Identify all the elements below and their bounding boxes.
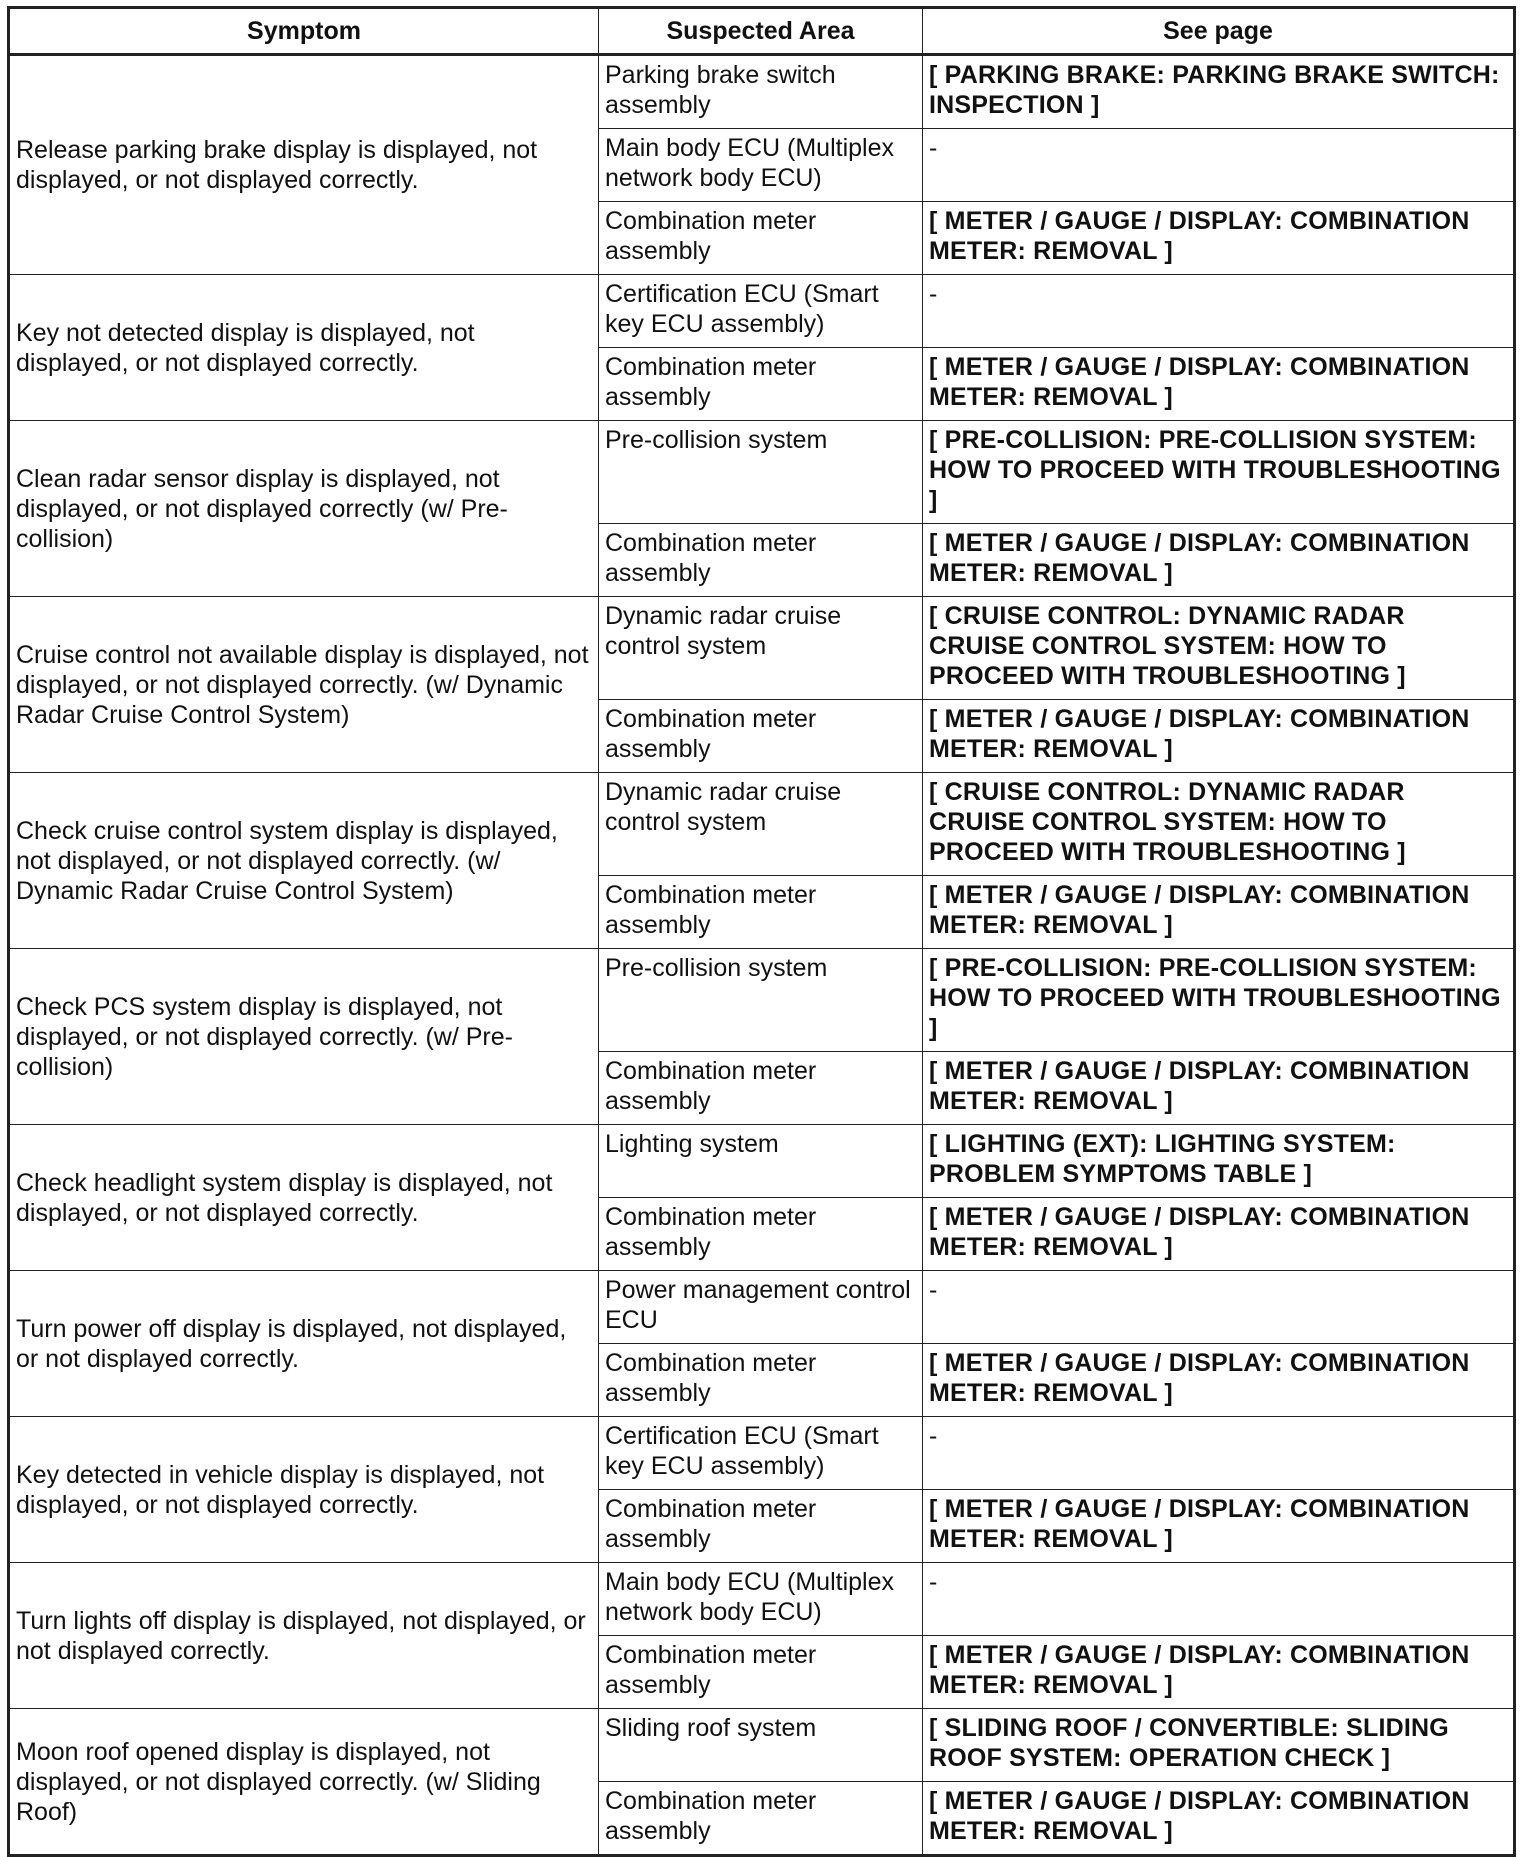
- see-page-cell: -: [923, 1563, 1515, 1636]
- see-page-link[interactable]: [ PRE-COLLISION: PRE-COLLISION SYSTEM: HOW TO PROCEED WITH TROUBLESHOOTING ]: [923, 421, 1515, 524]
- suspected-area-cell: Pre-collision system: [599, 949, 923, 1052]
- see-page-cell: -: [923, 1417, 1515, 1490]
- table-header: [9, 8, 1515, 55]
- see-page-link[interactable]: [ METER / GAUGE / DISPLAY: COMBINATION METER: REMOVAL ]: [923, 1636, 1515, 1709]
- see-page-link[interactable]: [ METER / GAUGE / DISPLAY: COMBINATION METER: REMOVAL ]: [923, 524, 1515, 597]
- table-row: [9, 1709, 1515, 1782]
- table-row: [9, 597, 1515, 700]
- suspected-area-cell: Combination meter assembly: [599, 1782, 923, 1856]
- suspected-area-cell: Combination meter assembly: [599, 1344, 923, 1417]
- symptom-cell: Check PCS system display is displayed, not displayed, or not displayed correctly. (w/ Pre-collision): [9, 949, 599, 1125]
- symptom-cell: Check headlight system display is displayed, not displayed, or not displayed correctly.: [9, 1125, 599, 1271]
- see-page-link[interactable]: [ METER / GAUGE / DISPLAY: COMBINATION METER: REMOVAL ]: [923, 1490, 1515, 1563]
- table-row: [9, 55, 1515, 129]
- symptom-cell: Clean radar sensor display is displayed, not displayed, or not displayed correctly (w/ Pre-collision): [9, 421, 599, 597]
- see-page-link[interactable]: [ CRUISE CONTROL: DYNAMIC RADAR CRUISE CONTROL SYSTEM: HOW TO PROCEED WITH TROUBLESHOOTING ]: [923, 773, 1515, 876]
- see-page-link[interactable]: [ CRUISE CONTROL: DYNAMIC RADAR CRUISE CONTROL SYSTEM: HOW TO PROCEED WITH TROUBLESHOOTING ]: [923, 597, 1515, 700]
- suspected-area-cell: Combination meter assembly: [599, 348, 923, 421]
- see-page-cell: -: [923, 1271, 1515, 1344]
- suspected-area-cell: Combination meter assembly: [599, 1636, 923, 1709]
- see-page-link[interactable]: [ METER / GAUGE / DISPLAY: COMBINATION METER: REMOVAL ]: [923, 876, 1515, 949]
- suspected-area-cell: Dynamic radar cruise control system: [599, 597, 923, 700]
- table-row: [9, 1417, 1515, 1490]
- suspected-area-cell: Lighting system: [599, 1125, 923, 1198]
- suspected-area-cell: Combination meter assembly: [599, 1490, 923, 1563]
- suspected-area-cell: Combination meter assembly: [599, 1052, 923, 1125]
- table-row: [9, 275, 1515, 348]
- table-row: [9, 773, 1515, 876]
- suspected-area-cell: Certification ECU (Smart key ECU assembly): [599, 1417, 923, 1490]
- suspected-area-cell: Certification ECU (Smart key ECU assembly): [599, 275, 923, 348]
- suspected-area-cell: Pre-collision system: [599, 421, 923, 524]
- table-row: [9, 1125, 1515, 1198]
- see-page-link[interactable]: [ METER / GAUGE / DISPLAY: COMBINATION METER: REMOVAL ]: [923, 348, 1515, 421]
- suspected-area-cell: Combination meter assembly: [599, 1198, 923, 1271]
- suspected-area-cell: Sliding roof system: [599, 1709, 923, 1782]
- symptom-cell: Cruise control not available display is displayed, not displayed, or not displayed correctly. (w/ Dynamic Radar Cruise Control System): [9, 597, 599, 773]
- suspected-area-cell: Main body ECU (Multiplex network body ECU): [599, 1563, 923, 1636]
- see-page-link[interactable]: [ SLIDING ROOF / CONVERTIBLE: SLIDING ROOF SYSTEM: OPERATION CHECK ]: [923, 1709, 1515, 1782]
- problem-symptoms-table-container: [7, 6, 1513, 1857]
- suspected-area-cell: Power management control ECU: [599, 1271, 923, 1344]
- suspected-area-cell: Combination meter assembly: [599, 524, 923, 597]
- see-page-link[interactable]: [ METER / GAUGE / DISPLAY: COMBINATION METER: REMOVAL ]: [923, 1052, 1515, 1125]
- symptom-cell: Key detected in vehicle display is displayed, not displayed, or not displayed correctly.: [9, 1417, 599, 1563]
- see-page-link[interactable]: [ METER / GAUGE / DISPLAY: COMBINATION METER: REMOVAL ]: [923, 1198, 1515, 1271]
- see-page-link[interactable]: [ METER / GAUGE / DISPLAY: COMBINATION METER: REMOVAL ]: [923, 1782, 1515, 1856]
- see-page-link[interactable]: [ METER / GAUGE / DISPLAY: COMBINATION METER: REMOVAL ]: [923, 700, 1515, 773]
- suspected-area-cell: Combination meter assembly: [599, 876, 923, 949]
- see-page-cell: -: [923, 129, 1515, 202]
- suspected-area-cell: Dynamic radar cruise control system: [599, 773, 923, 876]
- symptom-cell: Turn power off display is displayed, not displayed, or not displayed correctly.: [9, 1271, 599, 1417]
- see-page-cell: -: [923, 275, 1515, 348]
- table-row: [9, 1563, 1515, 1636]
- symptom-cell: Key not detected display is displayed, not displayed, or not displayed correctly.: [9, 275, 599, 421]
- header-see-page: See page: [923, 8, 1515, 55]
- header-row: [9, 8, 1515, 55]
- header-suspected-area: Suspected Area: [599, 8, 923, 55]
- table-row: [9, 949, 1515, 1052]
- table-row: [9, 1271, 1515, 1344]
- header-symptom: Symptom: [9, 8, 599, 55]
- symptom-cell: Release parking brake display is displayed, not displayed, or not displayed correctly.: [9, 55, 599, 275]
- table-body: [9, 55, 1515, 1856]
- suspected-area-cell: Combination meter assembly: [599, 202, 923, 275]
- symptom-cell: Check cruise control system display is displayed, not displayed, or not displayed correctly. (w/ Dynamic Radar Cruise Control System): [9, 773, 599, 949]
- see-page-link[interactable]: [ PARKING BRAKE: PARKING BRAKE SWITCH: INSPECTION ]: [923, 55, 1515, 129]
- symptom-cell: Moon roof opened display is displayed, not displayed, or not displayed correctly. (w/ Sliding Roof): [9, 1709, 599, 1856]
- suspected-area-cell: Combination meter assembly: [599, 700, 923, 773]
- see-page-link[interactable]: [ METER / GAUGE / DISPLAY: COMBINATION METER: REMOVAL ]: [923, 1344, 1515, 1417]
- table-row: [9, 421, 1515, 524]
- problem-symptoms-table: [7, 6, 1516, 1857]
- suspected-area-cell: Main body ECU (Multiplex network body ECU): [599, 129, 923, 202]
- symptom-cell: Turn lights off display is displayed, not displayed, or not displayed correctly.: [9, 1563, 599, 1709]
- suspected-area-cell: Parking brake switch assembly: [599, 55, 923, 129]
- see-page-link[interactable]: [ METER / GAUGE / DISPLAY: COMBINATION METER: REMOVAL ]: [923, 202, 1515, 275]
- see-page-link[interactable]: [ LIGHTING (EXT): LIGHTING SYSTEM: PROBLEM SYMPTOMS TABLE ]: [923, 1125, 1515, 1198]
- see-page-link[interactable]: [ PRE-COLLISION: PRE-COLLISION SYSTEM: HOW TO PROCEED WITH TROUBLESHOOTING ]: [923, 949, 1515, 1052]
